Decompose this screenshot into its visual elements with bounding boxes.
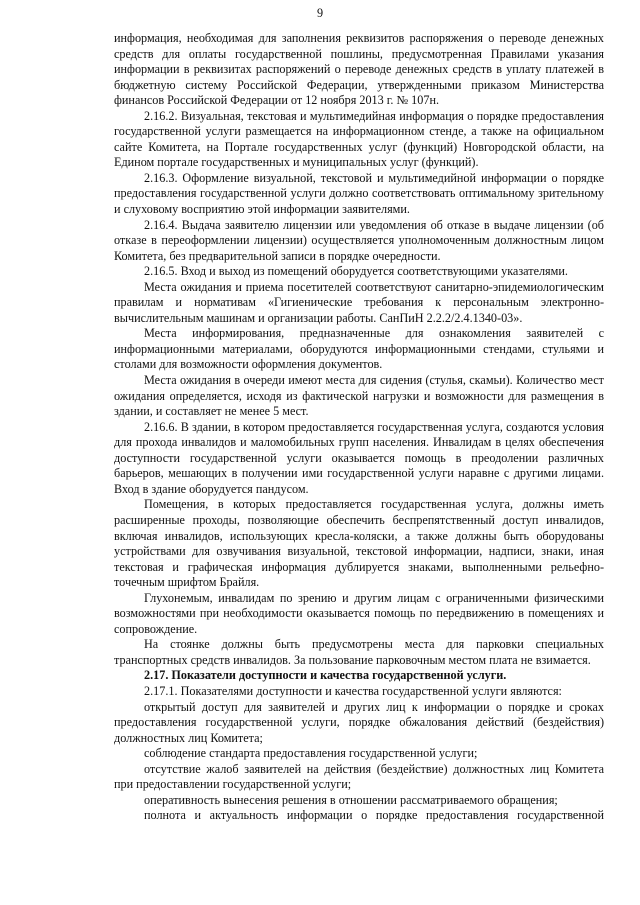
page-number: 9	[316, 6, 324, 20]
list-item: отсутствие жалоб заявителей на действия (бездействие) должностных лиц Комитета при предоставлении государственной услуги;	[114, 761, 604, 792]
section-heading: 2.17. Показатели доступности и качества государственной услуги.	[144, 668, 507, 683]
paragraph: Глухонемым, инвалидам по зрению и другим лицам с ограниченными физическими возможностями при необходимости оказывается помощь по передвижению в помещениях и сопровождение.	[114, 590, 604, 636]
document-body	[114, 31, 604, 824]
paragraph: На стоянке должны быть предусмотрены места для парковки специальных транспортных средств инвалидов. За пользование парковочным местом плата не взимается.	[114, 637, 604, 667]
paragraph: 2.16.6. В здании, в котором предоставляется государственная услуга, создаются условия для прохода инвалидов и маломобильных групп населения. Инвалидам в целях обеспечения доступности государственной услуги оказывается помощь в преодолении различных барьеров, мешающих в получении ими государственной услуги наравне с другими лицами. Вход в здание оборудуется пандусом.	[114, 419, 604, 496]
paragraph: 2.17.1. Показателями доступности и качества государственной услуги являются:	[144, 683, 562, 698]
paragraph: информация, необходимая для заполнения реквизитов распоряжения о переводе денежных средств для оплаты государственной пошлины, предусмотренная Правилами указания информации в реквизитах распоряжений о переводе денежных средств в уплату платежей в бюджетную систему Российской Федерации, утвержденными приказом Министерства финансов Российской Федерации от 12 ноября 2013 г. № 107н.	[114, 31, 604, 108]
paragraph: 2.16.2. Визуальная, текстовая и мультимедийная информация о порядке предоставления государственной услуги размещается на информационном стенде, а также на официальном сайте Комитета, на Портале государственных услуг (функций) Новгородской области, на Едином портале государственных и муниципальных услуг (функций).	[114, 108, 604, 170]
list-item: оперативность вынесения решения в отношении рассматриваемого обращения;	[144, 792, 558, 807]
paragraph: 2.16.4. Выдача заявителю лицензии или уведомления об отказе в выдаче лицензии (об отказе в переоформлении лицензии) осуществляется уполномоченным должностным лицом Комитета, без предварительной записи в порядке очередности.	[114, 217, 604, 263]
paragraph: Места информирования, предназначенные для ознакомления заявителей с информационными материалами, оборудуются информационными стендами, стульями и столами для возможности оформления документов.	[114, 326, 604, 372]
list-item: открытый доступ для заявителей и других лиц к информации о порядке и сроках предоставления государственной услуги, порядке обжалования действий (бездействия) должностных лиц Комитета;	[114, 699, 604, 745]
paragraph: Места ожидания в очереди имеют места для сидения (стулья, скамьи). Количество мест ожидания определяется, исходя из фактической нагрузки и возможности для размещения в здании, и составляет не менее 5 мест.	[114, 373, 604, 419]
paragraph: Места ожидания и приема посетителей соответствуют санитарно-эпидемиологическим правилам и нормативам «Гигиенические требования к персональным электронно-вычислительным машинам и организации работы. СанПиН 2.2.2/2.4.1340-03».	[114, 279, 604, 325]
paragraph: 2.16.5. Вход и выход из помещений оборудуется соответствующими указателями.	[144, 264, 568, 279]
paragraph: Помещения, в которых предоставляется государственная услуга, должны иметь расширенные проходы, позволяющие обеспечить беспрепятственный доступ инвалидов, включая инвалидов, использующих кресла-коляски, а также должны быть оборудованы устройствами для озвучивания визуальной, текстовой информации, надписи, знаки, иная текстовая и графическая информация дублируется знаками, выполненными рельефно-точечным шрифтом Брайля.	[114, 497, 604, 590]
list-item: полнота и актуальность информации о порядке предоставления государственной	[144, 808, 604, 823]
paragraph: 2.16.3. Оформление визуальной, текстовой и мультимедийной информации о порядке предоставления государственной услуги должно соответствовать оптимальному зрительному и слуховому восприятию этой информации заявителями.	[114, 170, 604, 217]
list-item: соблюдение стандарта предоставления государственной услуги;	[144, 746, 478, 761]
